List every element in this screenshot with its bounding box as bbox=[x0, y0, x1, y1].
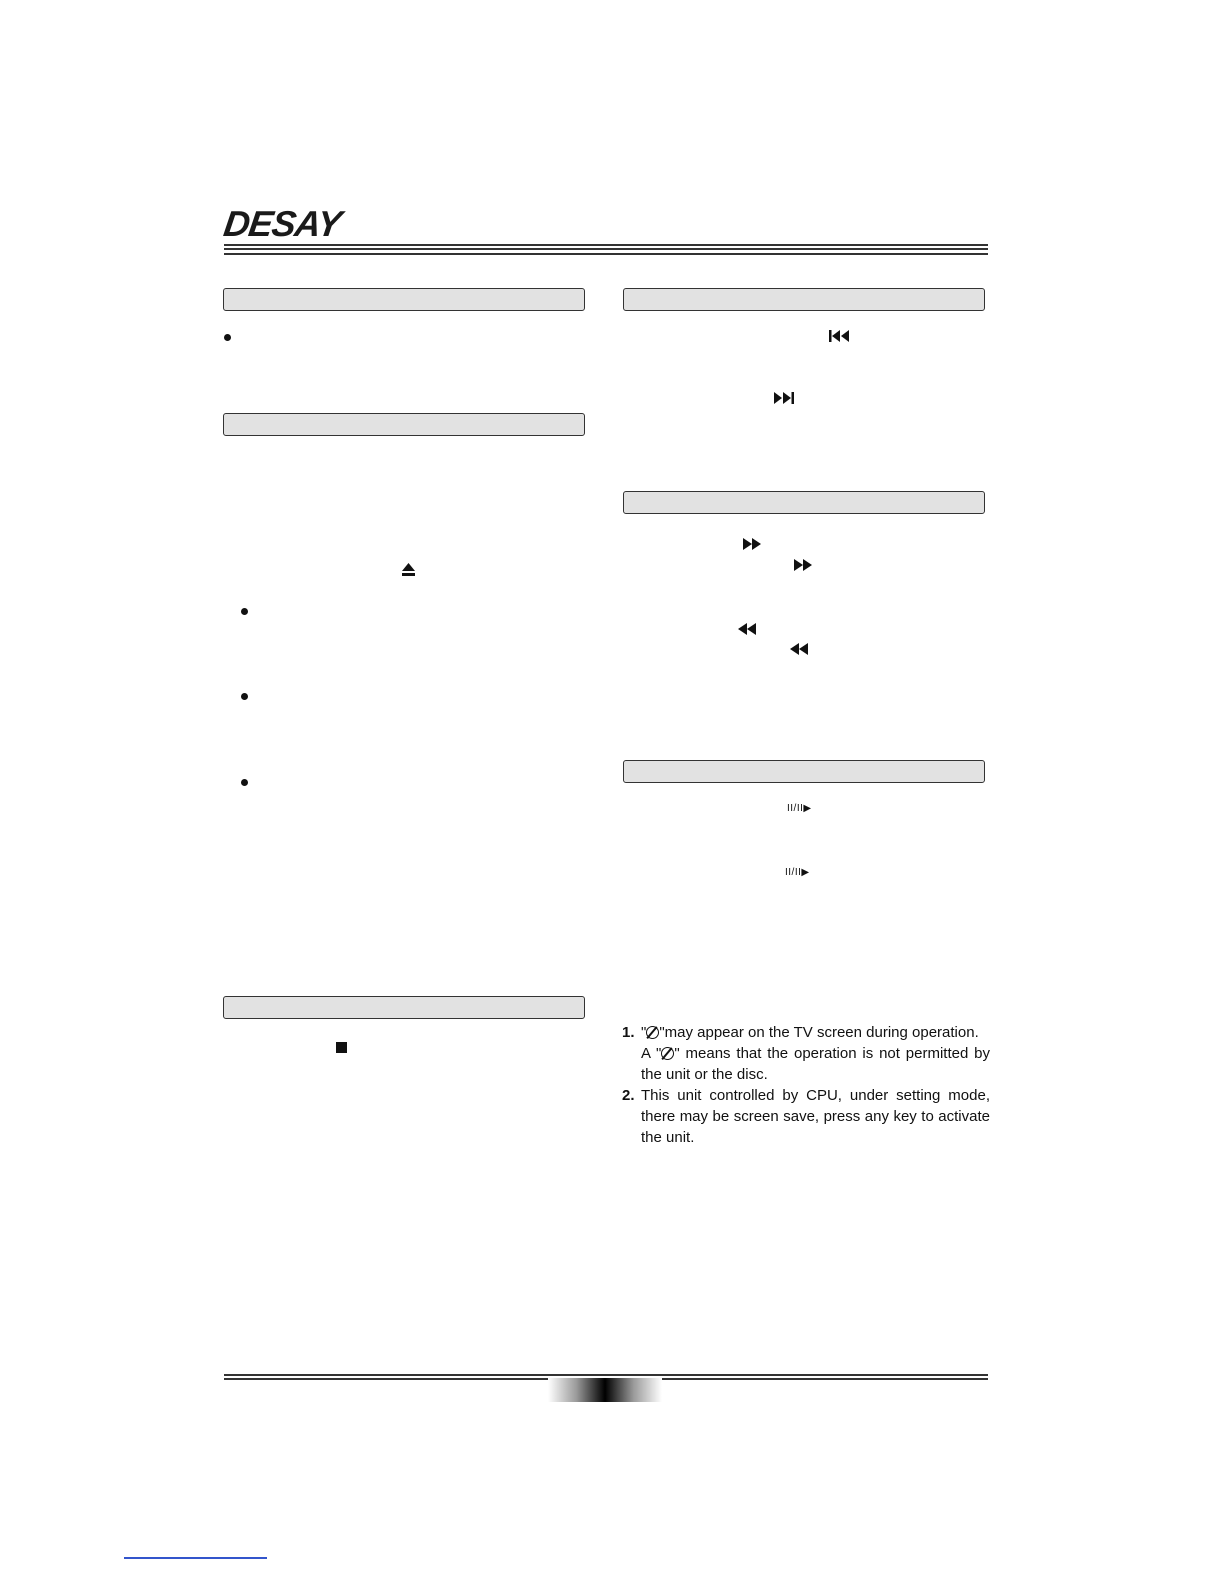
section-header-right-2 bbox=[623, 491, 985, 514]
note-text bbox=[641, 1022, 990, 1085]
header-rule-mid bbox=[224, 248, 988, 250]
note-item bbox=[622, 1085, 990, 1148]
section-header-right-3 bbox=[623, 760, 985, 783]
note-text-part: " bbox=[641, 1024, 647, 1041]
bullet bbox=[224, 334, 231, 341]
pause-step-icon: II/II▶ bbox=[787, 803, 812, 814]
section-header-left-1 bbox=[223, 288, 585, 311]
fast-reverse-icon bbox=[790, 643, 808, 655]
header-rule-bottom bbox=[224, 253, 988, 255]
notes-list bbox=[622, 1022, 990, 1148]
note-number: 1. bbox=[622, 1024, 635, 1041]
prohibited-icon bbox=[646, 1026, 659, 1039]
page-number-tab bbox=[548, 1378, 662, 1402]
header-rule-top bbox=[224, 244, 988, 246]
bullet bbox=[241, 779, 248, 786]
link-underline[interactable] bbox=[124, 1557, 267, 1559]
note-text-part: " means that the operation is not permitted by the unit or the disc. bbox=[641, 1045, 990, 1083]
bullet bbox=[241, 693, 248, 700]
section-header-right-1 bbox=[623, 288, 985, 311]
bullet bbox=[241, 608, 248, 615]
fast-forward-icon bbox=[743, 538, 761, 550]
note-text: This unit controlled by CPU, under setting mode, there may be screen save, press any key to activate the unit. bbox=[641, 1087, 990, 1146]
fast-reverse-icon bbox=[738, 623, 756, 635]
note-text-part: A " bbox=[641, 1045, 662, 1062]
brand-logo: DESAY bbox=[221, 203, 344, 244]
note-item bbox=[622, 1022, 990, 1085]
note-text-part: "may appear on the TV screen during operation. bbox=[659, 1024, 979, 1041]
eject-icon bbox=[402, 563, 415, 577]
stop-icon bbox=[336, 1042, 347, 1053]
pause-step-icon: II/II▶ bbox=[785, 867, 810, 878]
fast-forward-icon bbox=[794, 559, 812, 571]
skip-next-icon bbox=[774, 392, 794, 404]
section-header-left-2 bbox=[223, 413, 585, 436]
note-number: 2. bbox=[622, 1087, 635, 1104]
prohibited-icon bbox=[661, 1047, 674, 1060]
footer-rule-top bbox=[224, 1374, 988, 1376]
skip-previous-icon bbox=[829, 330, 849, 342]
section-header-left-3 bbox=[223, 996, 585, 1019]
